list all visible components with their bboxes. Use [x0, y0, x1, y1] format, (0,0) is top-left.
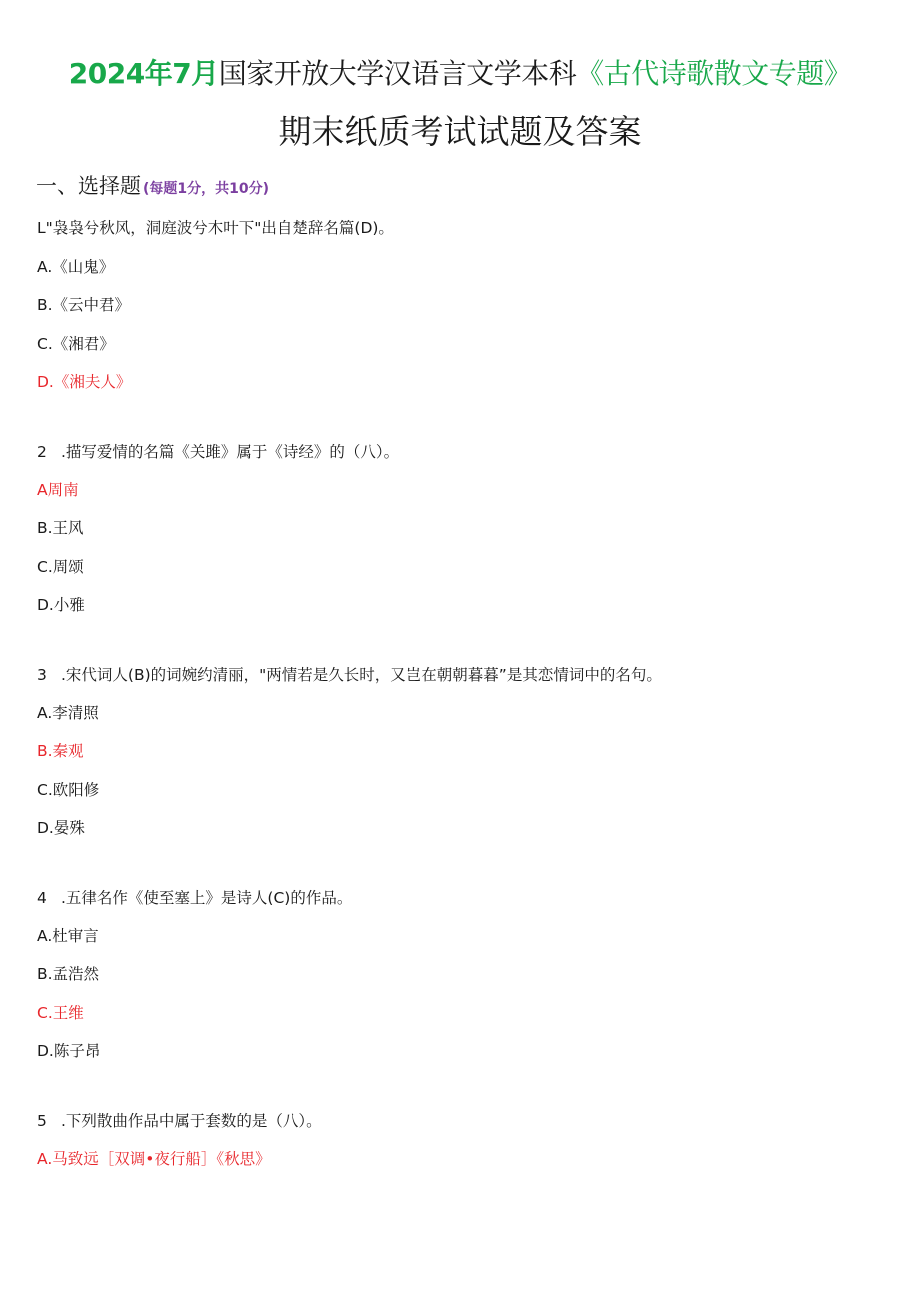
option: C.周颂	[37, 558, 84, 576]
question-stem	[37, 218, 394, 238]
option-correct: A周南	[37, 481, 79, 499]
question-stem	[37, 665, 662, 685]
option: A.《山鬼》	[37, 258, 115, 276]
document-subtitle: 期末纸质考试试题及答案	[278, 112, 642, 151]
section-heading-label: 一、选择题	[36, 174, 141, 198]
option: B.孟浩然	[37, 965, 100, 983]
option: A.杜审言	[37, 927, 99, 945]
document-title	[0, 52, 920, 92]
section-heading	[36, 170, 269, 200]
option: B.王风	[37, 519, 84, 537]
section-scoring-note: (每题1分，共10分)	[143, 181, 270, 197]
question-stem	[37, 1111, 322, 1131]
option: A.李清照	[37, 704, 99, 722]
title-year: 2024年7月	[68, 57, 219, 90]
option-correct: D.《湘夫人》	[37, 373, 132, 391]
question-stem	[37, 442, 399, 462]
question-number: 4	[37, 889, 47, 907]
question-number: 3	[37, 666, 47, 684]
option: D.陈子昂	[37, 1042, 101, 1060]
option: D.小雅	[37, 596, 85, 614]
option-correct: B.秦观	[37, 742, 84, 760]
question-text: .宋代词人(B)的词婉约清丽，"两情若是久长时，又岂在朝朝暮暮”是其恋情词中的名句。	[61, 666, 662, 684]
option: D.晏殊	[37, 819, 85, 837]
option: C.欧阳修	[37, 781, 100, 799]
option-correct: C.王维	[37, 1004, 84, 1022]
question-number: 5	[37, 1112, 47, 1130]
question-text: .描写爱情的名篇《关雎》属于《诗经》的（八）。	[61, 443, 400, 461]
title-org: 国家开放大学汉语言文学本科	[218, 57, 577, 90]
option: C.《湘君》	[37, 335, 115, 353]
option: B.《云中君》	[37, 296, 131, 314]
question-number: L	[37, 219, 46, 237]
question-number: 2	[37, 443, 47, 461]
question-text: "袅袅兮秋风，洞庭波兮木叶下"出自楚辞名篇(D)。	[45, 219, 394, 237]
question-text: .下列散曲作品中属于套数的是（八）。	[61, 1112, 322, 1130]
question-text: .五律名作《使至塞上》是诗人(C)的作品。	[61, 889, 353, 907]
option-correct: A.马致远［双调•夜行船］《秋思》	[37, 1150, 271, 1168]
title-course: 《古代诗歌散文专题》	[576, 57, 852, 90]
question-stem	[37, 888, 352, 908]
